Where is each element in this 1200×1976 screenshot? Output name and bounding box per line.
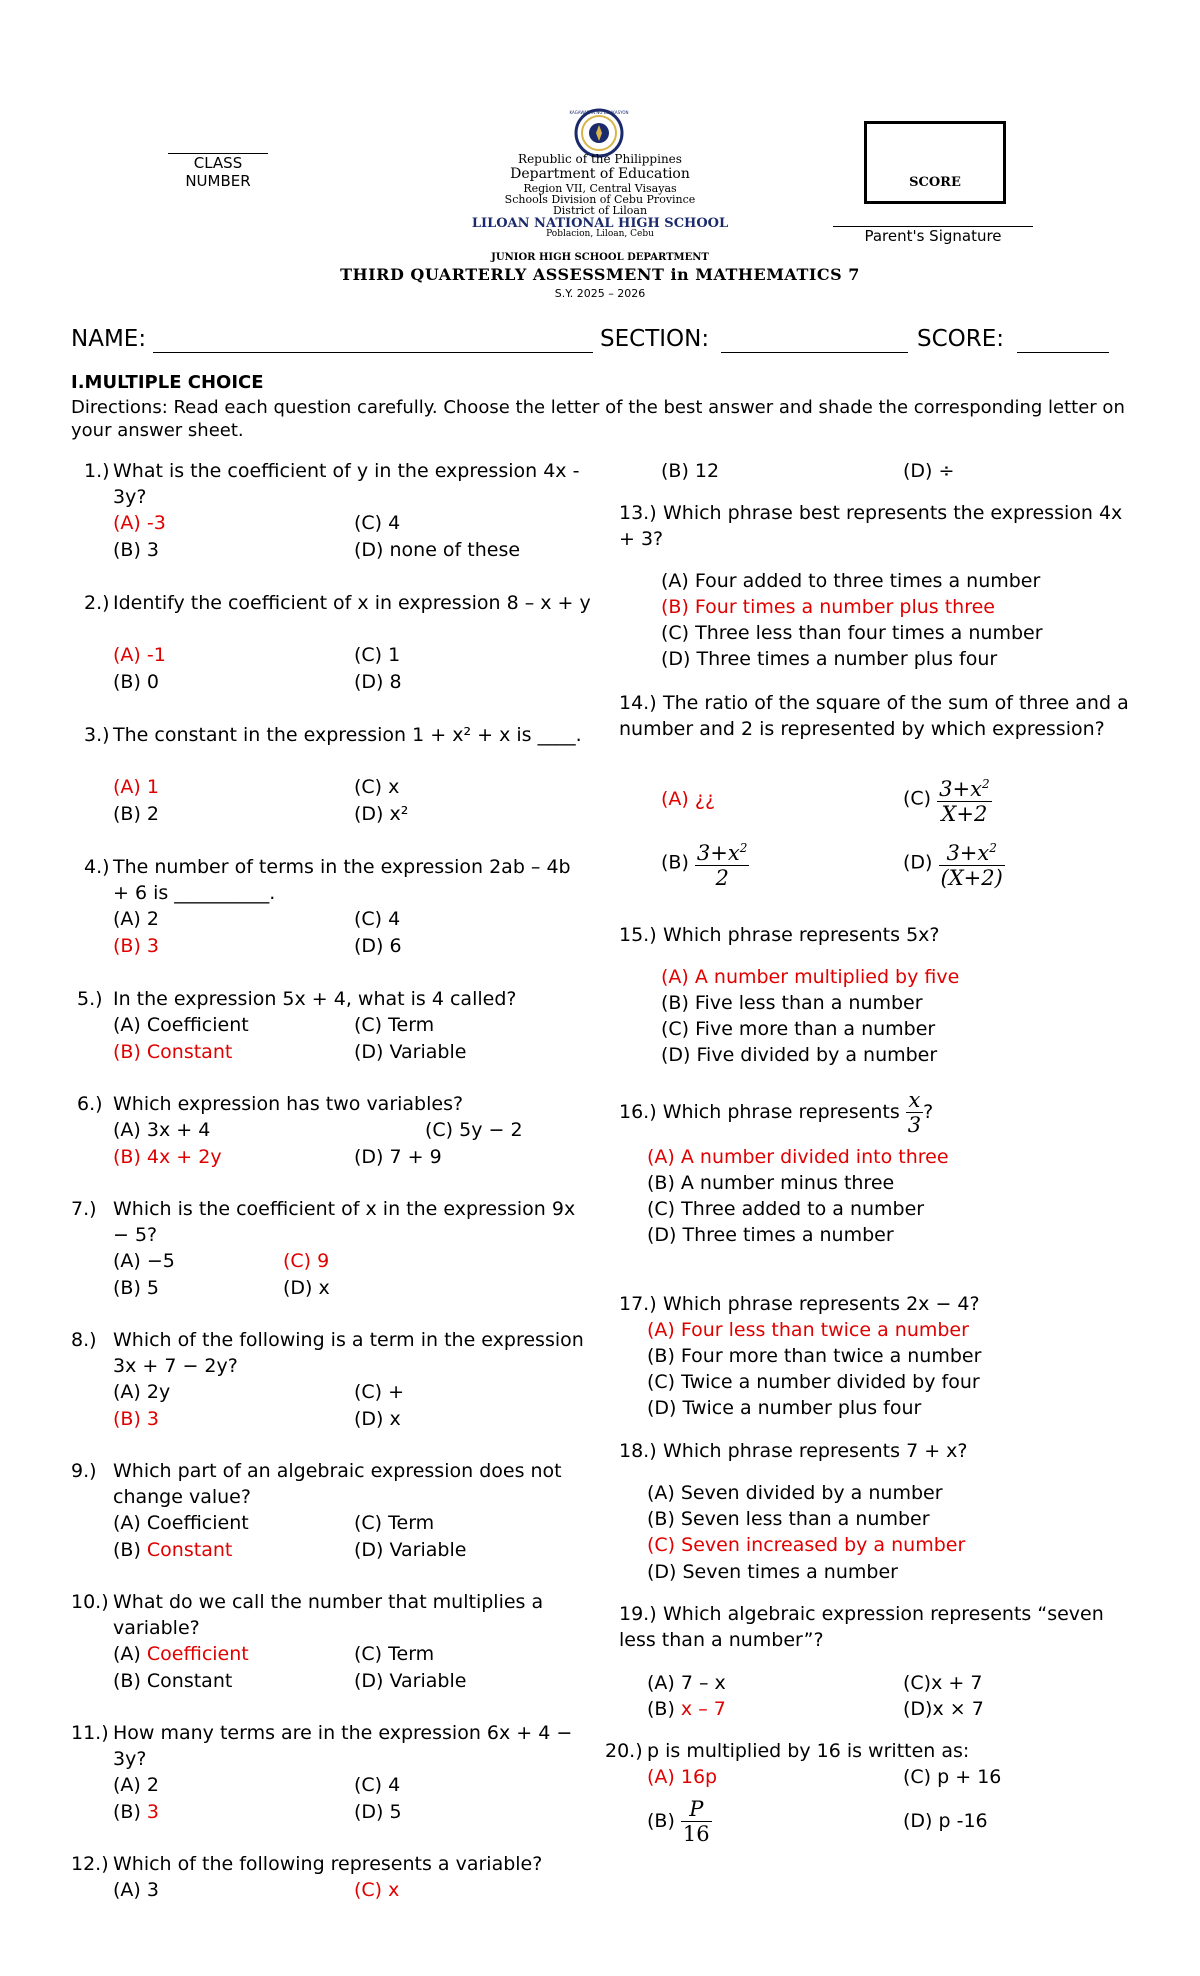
section-title: I.MULTIPLE CHOICE [71, 372, 264, 393]
question-text: Which phrase represents [662, 1101, 900, 1123]
question-number: 10.) [71, 1591, 109, 1613]
q4-option-d[interactable]: (D) 6 [354, 935, 402, 957]
fraction: $\frac{3+x^2}{2}$ [695, 836, 749, 890]
option-prefix: (B) [647, 1698, 681, 1720]
q6-option-b[interactable]: (B) 4x + 2y [113, 1146, 222, 1168]
q2-option-c[interactable]: (C) 1 [354, 644, 401, 666]
q8-option-c[interactable]: (C) + [354, 1381, 405, 1403]
name-label: NAME: [71, 326, 147, 352]
question-number: 14.) [619, 692, 657, 714]
option-label: (B) [647, 1810, 675, 1832]
q14-option-d[interactable] [903, 836, 1005, 890]
q3-option-a[interactable]: (A) 1 [113, 776, 159, 798]
class-number-label: CLASS NUMBER [185, 154, 251, 190]
q11-option-b[interactable] [113, 1799, 159, 1825]
q14-option-a[interactable]: (A) ¿¿ [661, 788, 716, 810]
department-text: Department of Education [510, 166, 690, 182]
question-text: The number of terms in the expression 2ab – 4b + 6 is __________. [113, 856, 571, 904]
q18-option-a[interactable]: (A) Seven divided by a number [647, 1482, 943, 1504]
svg-text:KAGAWARAN NG EDUKASYON: KAGAWARAN NG EDUKASYON [569, 110, 629, 115]
q12-option-a[interactable]: (A) 3 [113, 1879, 159, 1901]
q3-option-d[interactable]: (D) x² [354, 803, 409, 825]
question-number: 2.) [84, 592, 110, 614]
q13-option-b[interactable]: (B) Four times a number plus three [661, 596, 995, 618]
option-label: (C) [903, 787, 932, 810]
question-number: 5.) [77, 988, 103, 1010]
question-text: Which expression has two variables? [113, 1093, 464, 1115]
question-text: Which of the following represents a variable? [113, 1853, 543, 1875]
fraction: $\frac{3+x^2}{X+2}$ [937, 772, 991, 826]
q12-option-c[interactable]: (C) x [354, 1879, 400, 1901]
q19-option-a[interactable]: (A) 7 – x [647, 1672, 726, 1694]
q3-option-c[interactable]: (C) x [354, 776, 400, 798]
school-year: S.Y. 2025 – 2026 [554, 287, 646, 300]
q10-option-a[interactable] [113, 1641, 249, 1667]
question-text: Which of the following is a term in the expression 3x + 7 − 2y? [113, 1329, 584, 1377]
q1-option-b[interactable]: (B) 3 [113, 539, 159, 561]
q1-option-a[interactable]: (A) -3 [113, 512, 166, 534]
question-text: p is multiplied by 16 is written as: [647, 1740, 970, 1762]
school-header [430, 153, 770, 239]
division-text: Schools Division of Cebu Province [504, 193, 696, 206]
option-answer: 3 [146, 1801, 159, 1823]
q5-option-c[interactable]: (C) Term [354, 1014, 435, 1036]
q11-option-a[interactable]: (A) 2 [113, 1774, 159, 1796]
option-prefix: (B) [113, 1801, 147, 1823]
option-answer: x – 7 [680, 1698, 726, 1720]
q2-option-a[interactable]: (A) -1 [113, 644, 166, 666]
q1-option-c[interactable]: (C) 4 [354, 512, 401, 534]
q5-option-d[interactable]: (D) Variable [354, 1041, 467, 1063]
question-text: Identify the coefficient of x in expression 8 – x + y [113, 592, 591, 614]
directions-text: Directions: Read each question carefully. Choose the letter of the best answer and shade the corresponding letter on your answer sheet. [71, 397, 1125, 441]
question-number: 15.) [619, 924, 657, 946]
q18-option-c[interactable]: (C) Seven increased by a number [647, 1534, 966, 1556]
question-number: 11.) [71, 1722, 109, 1744]
fraction: $\frac{P}{16}$ [682, 1797, 710, 1846]
q20-option-a[interactable]: (A) 16p [647, 1766, 718, 1788]
question-16 [619, 1088, 1139, 1137]
q18-option-b[interactable]: (B) Seven less than a number [647, 1508, 930, 1530]
option-prefix: (B) [113, 1539, 147, 1561]
question-number: 20.) [605, 1740, 643, 1762]
q15-option-a[interactable]: (A) A number multiplied by five [661, 966, 960, 988]
score-box [864, 121, 1006, 204]
q19-option-c[interactable]: (C)x + 7 [903, 1672, 983, 1694]
q11-option-d[interactable]: (D) 5 [354, 1801, 402, 1823]
q11-option-c[interactable]: (C) 4 [354, 1774, 401, 1796]
q3-option-b[interactable]: (B) 2 [113, 803, 159, 825]
q9-option-b[interactable] [113, 1537, 232, 1563]
q12-option-b[interactable]: (B) 12 [661, 460, 720, 482]
question-text: Which is the coefficient of x in the expression 9x − 5? [113, 1198, 576, 1246]
q10-option-c[interactable]: (C) Term [354, 1643, 435, 1665]
option-label: (D) [903, 851, 933, 874]
q7-option-c[interactable]: (C) 9 [283, 1250, 330, 1272]
q4-option-c[interactable]: (C) 4 [354, 908, 401, 930]
score-box-label: SCORE [909, 175, 961, 190]
q7-option-d[interactable]: (D) x [283, 1277, 330, 1299]
department-label: JUNIOR HIGH SCHOOL DEPARTMENT [491, 252, 709, 263]
q17-option-c[interactable]: (C) Twice a number divided by four [647, 1371, 980, 1393]
q9-option-a[interactable]: (A) Coefficient [113, 1512, 249, 1534]
q5-option-a[interactable]: (A) Coefficient [113, 1014, 249, 1036]
q16-option-a[interactable]: (A) A number divided into three [647, 1146, 949, 1168]
question-number: 9.) [71, 1460, 97, 1482]
name-field[interactable] [153, 352, 593, 353]
question-number: 19.) [619, 1603, 657, 1625]
q16-option-c[interactable]: (C) Three added to a number [647, 1198, 925, 1220]
q7-option-a[interactable]: (A) −5 [113, 1250, 175, 1272]
q20-option-d[interactable]: (D) p -16 [903, 1810, 988, 1832]
section-field[interactable] [721, 352, 908, 353]
question-mark: ? [923, 1101, 934, 1123]
question-number: 7.) [71, 1198, 97, 1220]
q17-option-a[interactable]: (A) Four less than twice a number [647, 1319, 969, 1341]
q10-option-b[interactable]: (B) Constant [113, 1670, 233, 1692]
q13-option-c[interactable]: (C) Three less than four times a number [661, 622, 1043, 644]
option-label: (B) [661, 851, 689, 874]
q12-option-d[interactable]: (D) ÷ [903, 460, 955, 482]
q13-option-a[interactable]: (A) Four added to three times a number [661, 570, 1041, 592]
question-text: Which phrase represents 7 + x? [663, 1440, 968, 1462]
region-text: Region VII, Central Visayas [523, 182, 677, 195]
section-label: SECTION: [600, 326, 710, 352]
q1-option-d[interactable]: (D) none of these [354, 539, 521, 561]
parent-signature-label: Parent's Signature [864, 227, 1002, 245]
option-prefix: (A) [113, 1643, 147, 1665]
q19-option-d[interactable]: (D)x × 7 [903, 1698, 984, 1720]
question-number: 18.) [619, 1440, 657, 1462]
q14-option-c[interactable] [903, 772, 992, 826]
q8-option-a[interactable]: (A) 2y [113, 1381, 171, 1403]
q17-option-d[interactable]: (D) Twice a number plus four [647, 1397, 922, 1419]
q13-option-d[interactable]: (D) Three times a number plus four [661, 648, 998, 670]
score-label: SCORE: [917, 326, 1005, 352]
q4-option-a[interactable]: (A) 2 [113, 908, 159, 930]
question-text: Which part of an algebraic expression does not change value? [113, 1460, 562, 1508]
option-answer: Constant [146, 1539, 233, 1561]
q10-option-d[interactable]: (D) Variable [354, 1670, 467, 1692]
q16-option-d[interactable]: (D) Three times a number [647, 1224, 894, 1246]
q9-option-c[interactable]: (C) Term [354, 1512, 435, 1534]
question-number: 12.) [71, 1853, 109, 1875]
question-number: 4.) [84, 856, 110, 878]
question-text: The ratio of the square of the sum of three and a number and 2 is represented by which expression? [619, 692, 1129, 740]
q15-option-b[interactable]: (B) Five less than a number [661, 992, 923, 1014]
address-text: Poblacion, Liloan, Cebu [546, 229, 654, 239]
q6-option-c[interactable]: (C) 5y − 2 [425, 1119, 523, 1141]
q15-option-d[interactable]: (D) Five divided by a number [661, 1044, 938, 1066]
q7-option-b[interactable]: (B) 5 [113, 1277, 159, 1299]
q14-option-b[interactable] [661, 836, 749, 890]
q19-option-b[interactable] [647, 1696, 726, 1722]
school-name: LILOAN NATIONAL HIGH SCHOOL [471, 216, 729, 231]
q8-option-d[interactable]: (D) x [354, 1408, 401, 1430]
q6-option-d[interactable]: (D) 7 + 9 [354, 1146, 442, 1168]
assessment-title: THIRD QUARTERLY ASSESSMENT in MATHEMATICS 7 [340, 265, 860, 284]
question-text: The constant in the expression 1 + x² + x is ____. [113, 724, 582, 746]
fraction: $\frac{x}{3}$ [907, 1088, 922, 1137]
question-number: 16.) [619, 1101, 657, 1123]
q18-option-d[interactable]: (D) Seven times a number [647, 1561, 898, 1583]
deped-seal-icon [563, 108, 635, 158]
q16-option-b[interactable]: (B) A number minus three [647, 1172, 895, 1194]
question-text: What do we call the number that multiplies a variable? [113, 1591, 544, 1639]
question-number: 1.) [84, 460, 110, 482]
q6-option-a[interactable]: (A) 3x + 4 [113, 1119, 211, 1141]
question-number: 8.) [71, 1329, 97, 1351]
question-text: Which phrase represents 2x − 4? [663, 1293, 980, 1315]
question-number: 6.) [77, 1093, 103, 1115]
question-text: What is the coefficient of y in the expression 4x - 3y? [113, 460, 580, 508]
q20-option-b[interactable] [647, 1797, 712, 1846]
q9-option-d[interactable]: (D) Variable [354, 1539, 467, 1561]
q4-option-b[interactable]: (B) 3 [113, 935, 159, 957]
district-text: District of Liloan [552, 204, 648, 217]
q17-option-b[interactable]: (B) Four more than twice a number [647, 1345, 982, 1367]
option-answer: Coefficient [146, 1643, 249, 1665]
question-text: How many terms are in the expression 6x + 4 − 3y? [113, 1722, 573, 1770]
question-number: 13.) [619, 502, 657, 524]
q2-option-b[interactable]: (B) 0 [113, 671, 159, 693]
q5-option-b[interactable]: (B) Constant [113, 1041, 233, 1063]
question-number: 3.) [84, 724, 110, 746]
q15-option-c[interactable]: (C) Five more than a number [661, 1018, 936, 1040]
question-text: Which phrase represents 5x? [663, 924, 940, 946]
republic-text: Republic of the Philippines [518, 152, 682, 166]
q2-option-d[interactable]: (D) 8 [354, 671, 402, 693]
question-text: Which phrase best represents the expression 4x + 3? [619, 502, 1123, 550]
q8-option-b[interactable]: (B) 3 [113, 1408, 159, 1430]
question-number: 17.) [619, 1293, 657, 1315]
question-text: In the expression 5x + 4, what is 4 called? [113, 988, 517, 1010]
fraction: $\frac{3+x^2}{(X+2)}$ [939, 836, 1005, 890]
score-field[interactable] [1017, 352, 1109, 353]
q20-option-c[interactable]: (C) p + 16 [903, 1766, 1002, 1788]
question-text: Which algebraic expression represents “seven less than a number”? [619, 1603, 1104, 1651]
